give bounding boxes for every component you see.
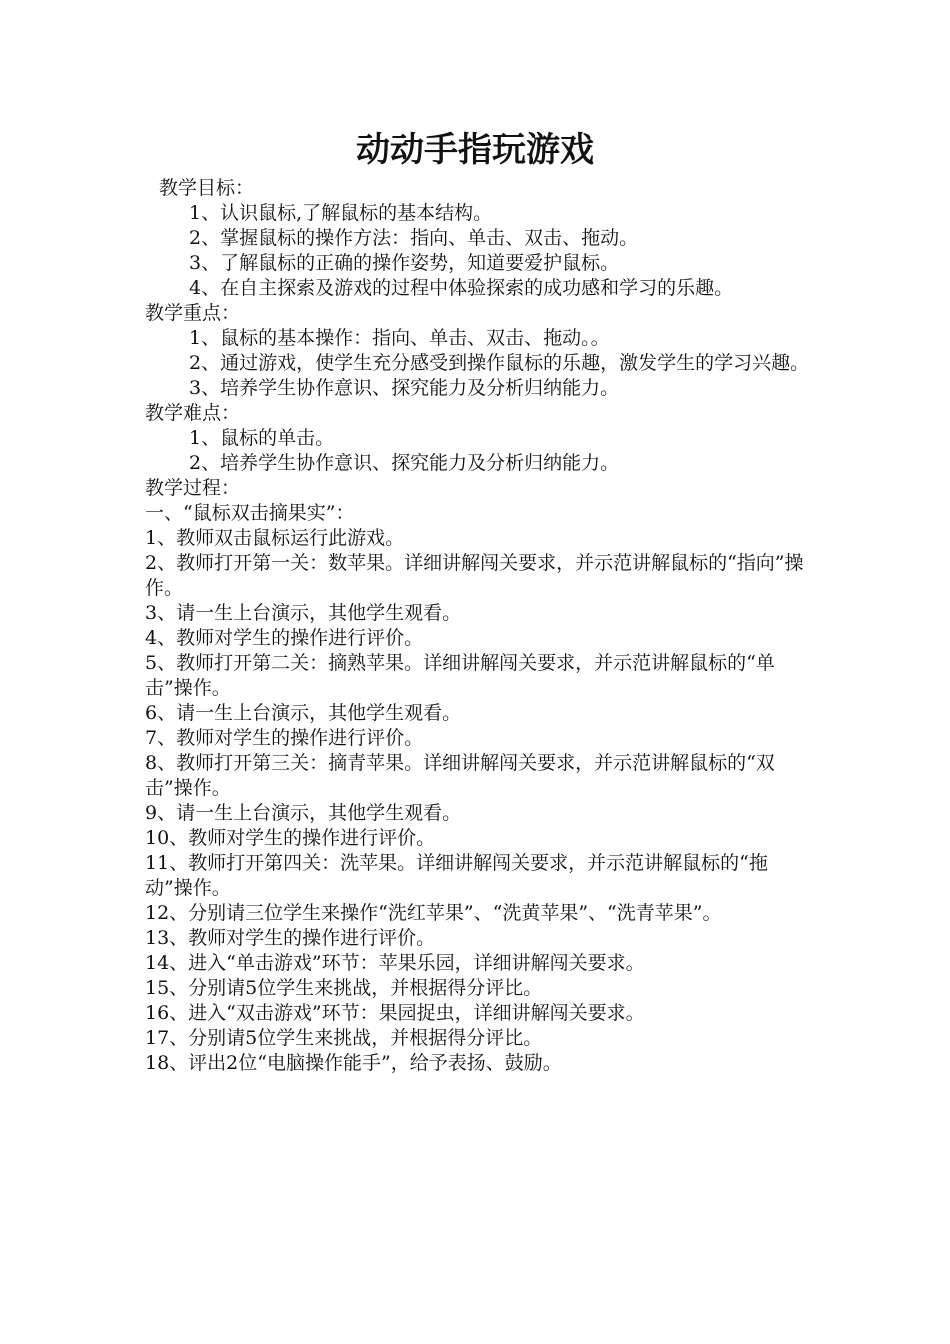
process-step: 18、评出2位“电脑操作能手”，给予表扬、鼓励。	[145, 1052, 562, 1074]
process-steps	[145, 526, 815, 1076]
key-point-item: 3、培养学生协作意识、探究能力及分析归纳能力。	[189, 377, 620, 399]
process-step: 17、分别请5位学生来挑战，并根据得分评比。	[145, 1027, 543, 1049]
process-step: 9、请一生上台演示，其他学生观看。	[145, 802, 462, 824]
process-step: 7、教师对学生的操作进行评价。	[145, 727, 424, 749]
process-step: 6、请一生上台演示，其他学生观看。	[145, 702, 462, 724]
process-step: 5、教师打开第二关：摘熟苹果。详细讲解闯关要求，并示范讲解鼠标的“单击”操作。	[145, 652, 775, 699]
process-step: 4、教师对学生的操作进行评价。	[145, 627, 424, 649]
key-point-item: 1、鼠标的基本操作：指向、单击、双击、拖动。。	[189, 327, 610, 349]
difficulty-item: 1、鼠标的单击。	[189, 427, 335, 449]
goal-item: 4、在自主探索及游戏的过程中体验探索的成功感和学习的乐趣。	[189, 277, 734, 299]
process-step: 12、分别请三位学生来操作“洗红苹果”、“洗黄苹果”、“洗青苹果”。	[145, 902, 722, 924]
process-step: 10、教师对学生的操作进行评价。	[145, 827, 436, 849]
difficulty-item: 2、培养学生协作意识、探究能力及分析归纳能力。	[189, 452, 620, 474]
goal-item: 1、认识鼠标,了解鼠标的基本结构。	[189, 202, 493, 224]
process-step: 8、教师打开第三关：摘青苹果。详细讲解闯关要求，并示范讲解鼠标的“双击”操作。	[145, 752, 775, 799]
process-step: 14、进入“单击游戏”环节：苹果乐园，详细讲解闯关要求。	[145, 952, 645, 974]
process-step: 16、进入“双击游戏”环节：果园捉虫，详细讲解闯关要求。	[145, 1002, 645, 1024]
goal-item: 3、了解鼠标的正确的操作姿势，知道要爱护鼠标。	[189, 252, 620, 274]
process-subheading: 一、“鼠标双击摘果实”：	[145, 502, 355, 524]
section-heading-key-points: 教学重点：	[145, 302, 241, 324]
section-heading-difficulties: 教学难点：	[145, 402, 241, 424]
process-step: 15、分别请5位学生来挑战，并根据得分评比。	[145, 977, 543, 999]
process-step: 1、教师双击鼠标运行此游戏。	[145, 527, 405, 549]
document-body	[145, 176, 815, 1076]
key-point-item: 2、通过游戏，使学生充分感受到操作鼠标的乐趣，激发学生的学习兴趣。	[189, 352, 810, 374]
section-heading-goals: 教学目标：	[159, 177, 255, 199]
process-step: 2、教师打开第一关：数苹果。详细讲解闯关要求，并示范讲解鼠标的“指向”操作。	[145, 552, 804, 599]
section-heading-process: 教学过程：	[145, 477, 241, 499]
process-step: 3、请一生上台演示，其他学生观看。	[145, 602, 462, 624]
process-step: 13、教师对学生的操作进行评价。	[145, 927, 436, 949]
process-step: 11、教师打开第四关：洗苹果。详细讲解闯关要求，并示范讲解鼠标的“拖动”操作。	[145, 852, 768, 899]
document-title: 动动手指玩游戏	[356, 130, 594, 170]
goal-item: 2、掌握鼠标的操作方法：指向、单击、双击、拖动。	[189, 227, 639, 249]
